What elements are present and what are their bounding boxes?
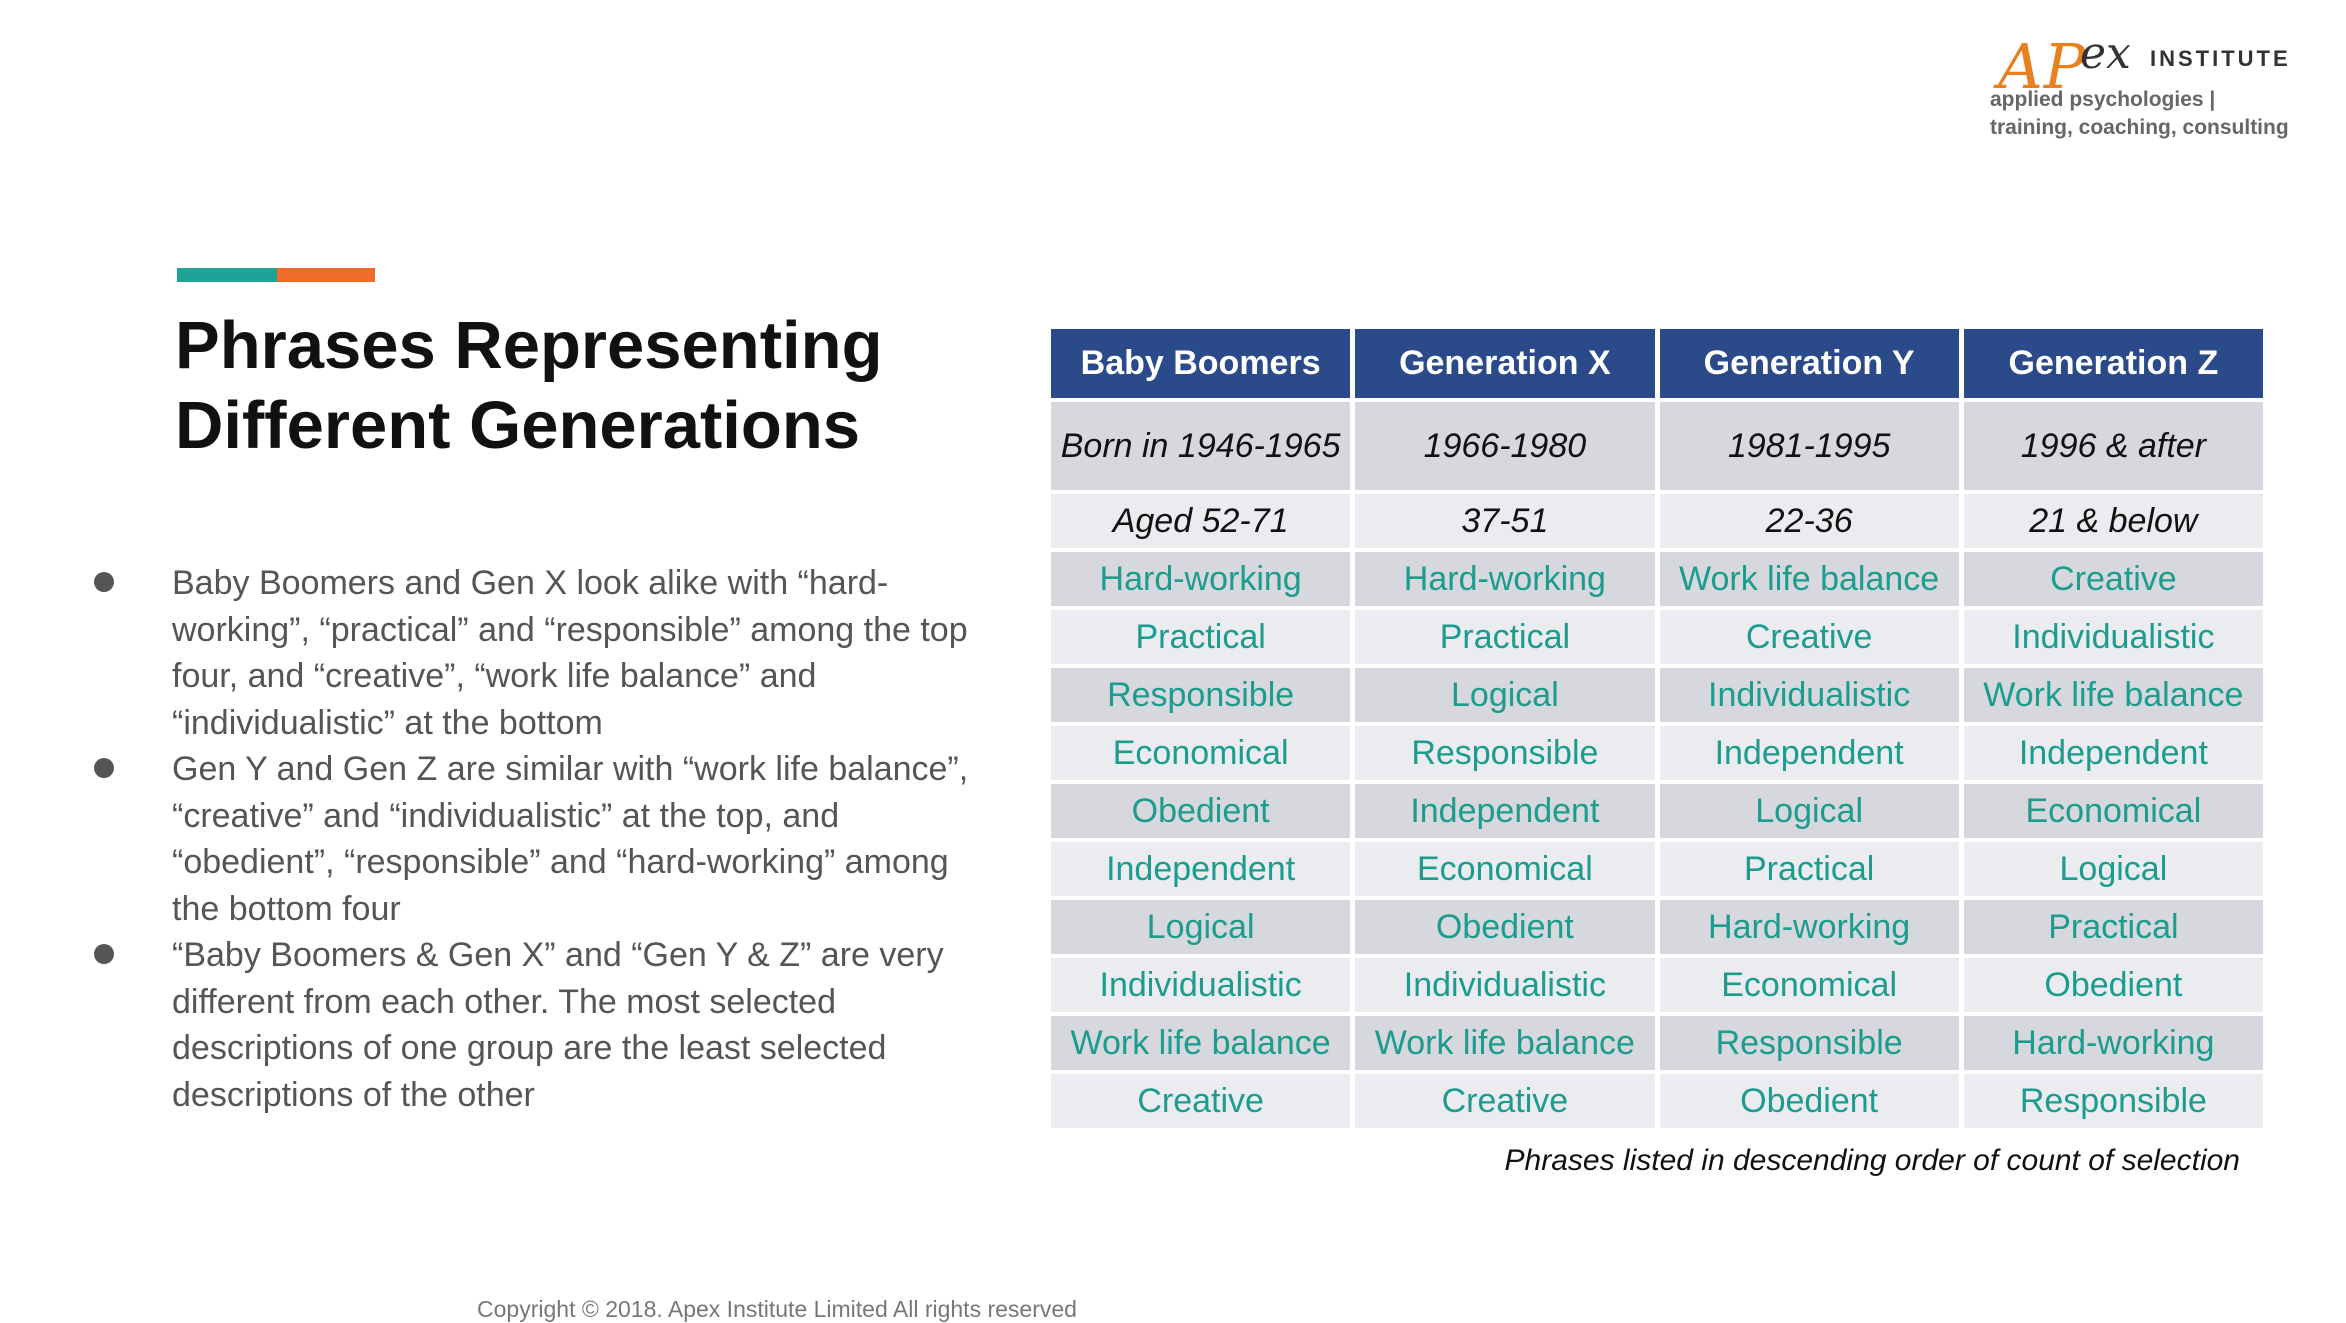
phrase-cell: Hard-working: [1051, 552, 1350, 606]
born-cell: Born in 1946-1965: [1051, 402, 1350, 490]
bullet-text: Baby Boomers and Gen X look alike with “hard-working”, “practical” and “responsible” among the top four, and “creative”, “work life balance” and “individualistic” at the bottom: [172, 564, 968, 742]
table-row: [1051, 726, 2263, 780]
phrase-cell: Individualistic: [1660, 668, 1959, 722]
phrase-cell: Economical: [1355, 842, 1654, 896]
phrase-cell: Individualistic: [1051, 958, 1350, 1012]
born-cell: 1981-1995: [1660, 402, 1959, 490]
title-line-1: Phrases Representing: [175, 308, 883, 383]
phrase-cell: Logical: [1964, 842, 2263, 896]
phrase-cell: Practical: [1964, 900, 2263, 954]
table-row: [1051, 958, 2263, 1012]
aged-cell: Aged 52-71: [1051, 494, 1350, 548]
bullet-item: [90, 560, 990, 746]
logo-tagline: [1990, 86, 2289, 142]
table-footnote: Phrases listed in descending order of count of selection: [1504, 1144, 2240, 1177]
table-row: [1051, 1074, 2263, 1128]
table-row: [1051, 1016, 2263, 1070]
header-generation-x: Generation X: [1355, 329, 1654, 398]
born-cell: 1966-1980: [1355, 402, 1654, 490]
born-row: [1051, 402, 2263, 490]
aged-cell: 37-51: [1355, 494, 1654, 548]
phrase-cell: Independent: [1964, 726, 2263, 780]
table-row: [1051, 784, 2263, 838]
bullet-dot-icon: [94, 572, 114, 592]
phrase-cell: Obedient: [1051, 784, 1350, 838]
logo-tagline-line1: applied psychologies |: [1990, 88, 2216, 111]
phrase-cell: Hard-working: [1660, 900, 1959, 954]
phrase-cell: Logical: [1660, 784, 1959, 838]
header-generation-y: Generation Y: [1660, 329, 1959, 398]
generations-table: [1046, 325, 2268, 1132]
phrase-cell: Practical: [1355, 610, 1654, 664]
logo-ex: ex: [2080, 28, 2131, 79]
aged-row: [1051, 494, 2263, 548]
bullet-item: [90, 932, 990, 1118]
title-line-2: Different Generations: [175, 388, 861, 463]
phrase-cell: Creative: [1355, 1074, 1654, 1128]
phrase-cell: Individualistic: [1355, 958, 1654, 1012]
table-row: [1051, 610, 2263, 664]
aged-cell: 22-36: [1660, 494, 1959, 548]
phrase-cell: Obedient: [1964, 958, 2263, 1012]
phrase-cell: Economical: [1660, 958, 1959, 1012]
phrase-cell: Economical: [1964, 784, 2263, 838]
phrase-cell: Logical: [1355, 668, 1654, 722]
header-baby-boomers: Baby Boomers: [1051, 329, 1350, 398]
title-accent-bar: [177, 268, 375, 282]
phrase-cell: Creative: [1051, 1074, 1350, 1128]
accent-orange: [277, 268, 375, 282]
phrase-cell: Obedient: [1660, 1074, 1959, 1128]
apex-logo: [1990, 20, 2300, 140]
phrase-cell: Logical: [1051, 900, 1350, 954]
logo-tagline-line2: training, coaching, consulting: [1990, 116, 2289, 139]
logo-ap: AP: [1998, 30, 2087, 103]
phrase-cell: Economical: [1051, 726, 1350, 780]
table-row: [1051, 900, 2263, 954]
bullet-text: Gen Y and Gen Z are similar with “work life balance”, “creative” and “individualistic” at the top, and “obedient”, “responsible” and “hard-working” among the bottom four: [172, 750, 969, 928]
phrase-cell: Responsible: [1355, 726, 1654, 780]
table-row: [1051, 668, 2263, 722]
table-header-row: [1051, 329, 2263, 398]
accent-teal: [177, 268, 277, 282]
bullet-dot-icon: [94, 758, 114, 778]
phrase-cell: Practical: [1660, 842, 1959, 896]
phrase-cell: Responsible: [1964, 1074, 2263, 1128]
bullet-item: [90, 746, 990, 932]
table-row: [1051, 842, 2263, 896]
table-row: [1051, 552, 2263, 606]
phrase-cell: Individualistic: [1964, 610, 2263, 664]
phrase-cell: Responsible: [1051, 668, 1350, 722]
copyright: Copyright © 2018. Apex Institute Limited All rights reserved: [477, 1296, 1077, 1322]
table-body: [1051, 402, 2263, 1128]
phrase-cell: Hard-working: [1355, 552, 1654, 606]
phrase-cell: Creative: [1964, 552, 2263, 606]
phrase-cell: Practical: [1051, 610, 1350, 664]
bullet-list: [90, 560, 990, 1118]
phrase-cell: Work life balance: [1051, 1016, 1350, 1070]
phrase-cell: Work life balance: [1355, 1016, 1654, 1070]
phrase-cell: Creative: [1660, 610, 1959, 664]
phrase-cell: Independent: [1355, 784, 1654, 838]
phrase-cell: Responsible: [1660, 1016, 1959, 1070]
slide-title: [175, 306, 995, 466]
aged-cell: 21 & below: [1964, 494, 2263, 548]
phrase-cell: Independent: [1051, 842, 1350, 896]
phrase-cell: Independent: [1660, 726, 1959, 780]
logo-institute: INSTITUTE: [2150, 46, 2291, 71]
phrase-cell: Hard-working: [1964, 1016, 2263, 1070]
phrase-cell: Work life balance: [1964, 668, 2263, 722]
bullet-dot-icon: [94, 944, 114, 964]
bullet-text: “Baby Boomers & Gen X” and “Gen Y & Z” are very different from each other. The most selected descriptions of one group are the least selected descriptions of the other: [172, 936, 944, 1114]
header-generation-z: Generation Z: [1964, 329, 2263, 398]
phrase-cell: Obedient: [1355, 900, 1654, 954]
phrase-cell: Work life balance: [1660, 552, 1959, 606]
born-cell: 1996 & after: [1964, 402, 2263, 490]
